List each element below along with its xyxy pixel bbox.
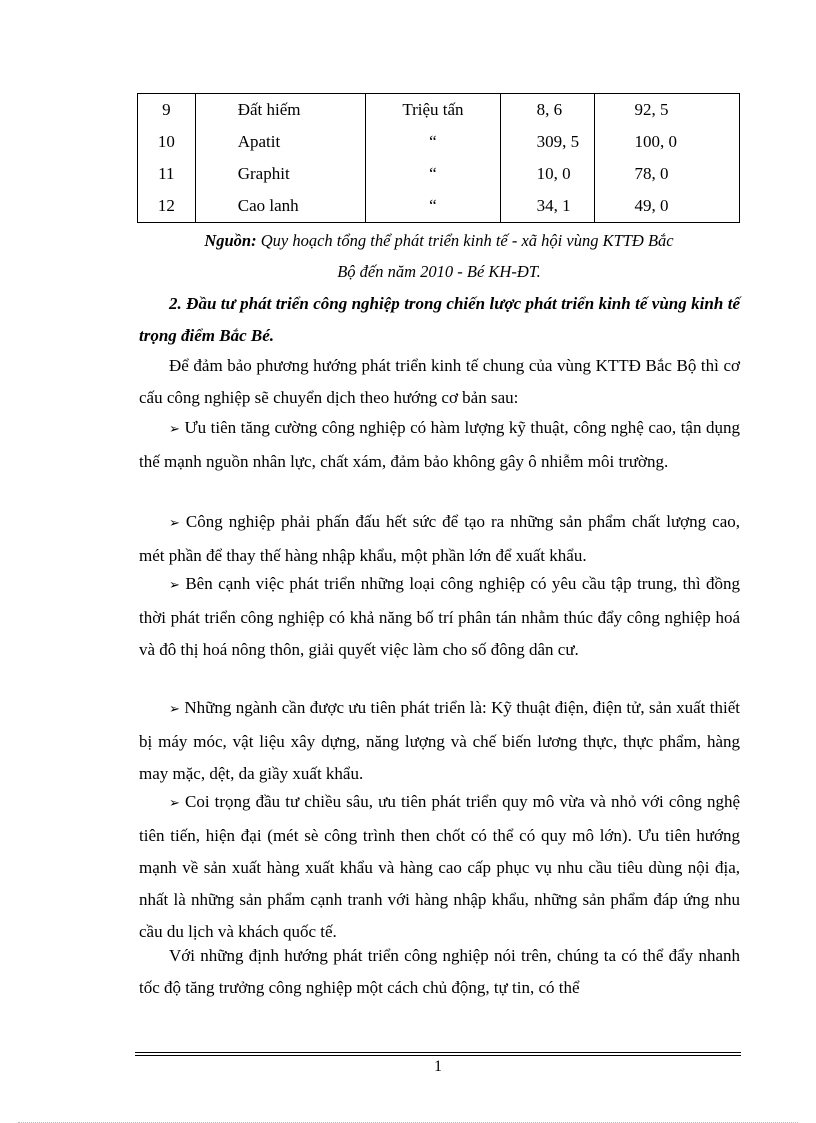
section-heading: 2. Đầu tư phát triển công nghiệp trong chiến lược phát triển kinh tế vùng kinh tế trọng điểm Bắc Bé.: [139, 294, 740, 345]
value-2: 100, 0: [595, 126, 740, 158]
row-number: 9: [138, 94, 196, 127]
resource-unit: “: [366, 126, 500, 158]
value-2: 92, 5: [595, 94, 740, 127]
table-row: [138, 158, 740, 190]
row-number: 10: [138, 126, 196, 158]
resource-name: Graphit: [195, 158, 366, 190]
resource-unit: “: [366, 190, 500, 223]
resource-unit: “: [366, 158, 500, 190]
bullet-text: Những ngành cần được ưu tiên phát triển là: Kỹ thuật điện, điện tử, sản xuất thiết bị máy móc, vật liệu xây dựng, năng lượng và chế biến lương thực, thực phẩm, hàng may mặc, dệt, da giầy xuất khẩu.: [139, 698, 741, 783]
value-1: 34, 1: [500, 190, 595, 223]
arrow-bullet-icon: ➢: [169, 702, 180, 717]
bullet-paragraph: [139, 412, 740, 478]
resource-name: Cao lanh: [195, 190, 366, 223]
table-row: [138, 190, 740, 223]
page-number: 1: [434, 1058, 442, 1075]
arrow-bullet-icon: ➢: [169, 578, 180, 593]
intro-paragraph: Để đảm bảo phương hướng phát triển kinh tế chung của vùng KTTĐ Bắc Bộ thì cơ cấu công nghiệp sẽ chuyển dịch theo hướng cơ bản sau:: [139, 356, 740, 407]
value-1: 8, 6: [500, 94, 595, 127]
table-row: [138, 94, 740, 127]
source-note-line-2: Bộ đến năm 2010 - Bé KH-ĐT.: [337, 262, 541, 281]
bullet-paragraph: [139, 506, 740, 572]
arrow-bullet-icon: ➢: [169, 796, 180, 811]
bullet-text: Coi trọng đầu tư chiều sâu, ưu tiên phát triển quy mô vừa và nhỏ với công nghệ tiên tiến, hiện đại (mét sè công trình then chốt có thể có quy mô lớn). Ưu tiên hướng mạnh về sản xuất hàng xuất khẩu và hàng cao cấp phục vụ nhu cầu tiêu dùng nội địa, nhất là những sản phẩm cạnh tranh với hàng nhập khẩu, những sản phẩm đáp ứng nhu cầu du lịch và khách quốc tế.: [139, 792, 740, 941]
row-number: 12: [138, 190, 196, 223]
value-1: 309, 5: [500, 126, 595, 158]
resource-name: Apatit: [195, 126, 366, 158]
source-note-line-1: [139, 225, 739, 256]
value-1: 10, 0: [500, 158, 595, 190]
resource-name: Đất hiếm: [195, 94, 366, 127]
value-2: 49, 0: [595, 190, 740, 223]
row-number: 11: [138, 158, 196, 190]
closing-paragraph: Với những định hướng phát triển công nghiệp nói trên, chúng ta có thể đẩy nhanh tốc độ tăng trưởng công nghiệp một cách chủ động, tự tin, có thể: [139, 946, 740, 997]
resource-unit: Triệu tấn: [366, 94, 500, 127]
arrow-bullet-icon: ➢: [169, 422, 180, 437]
bullet-text: Ưu tiên tăng cường công nghiệp có hàm lượng kỹ thuật, công nghệ cao, tận dụng thế mạnh nguồn nhân lực, chất xám, đảm bảo không gây ô nhiễm môi trường.: [139, 418, 740, 471]
bullet-paragraph: [139, 692, 740, 790]
bullet-text: Bên cạnh việc phát triển những loại công nghiệp có yêu cầu tập trung, thì đồng thời phát triển công nghiệp có khả năng bố trí phân tán nhằm thúc đẩy công nghiệp hoá và đô thị hoá nông thôn, giải quyết việc làm cho số đông dân cư.: [139, 574, 741, 659]
table-row: [138, 126, 740, 158]
resource-table: [137, 93, 740, 223]
bullet-paragraph: [139, 786, 740, 948]
bullet-paragraph: [139, 568, 740, 666]
footer-rule: [135, 1052, 741, 1053]
bullet-text: Công nghiệp phải phấn đấu hết sức để tạo ra những sản phẩm chất lượng cao, mét phần để thay thế hàng nhập khẩu, một phần lớn để xuất khẩu.: [139, 512, 740, 565]
source-label: Nguồn:: [204, 231, 257, 250]
arrow-bullet-icon: ➢: [169, 516, 180, 531]
footer-rule: [135, 1055, 741, 1056]
value-2: 78, 0: [595, 158, 740, 190]
source-text-1: Quy hoạch tổng thể phát triển kinh tế - xã hội vùng KTTĐ Bắc: [256, 231, 674, 250]
